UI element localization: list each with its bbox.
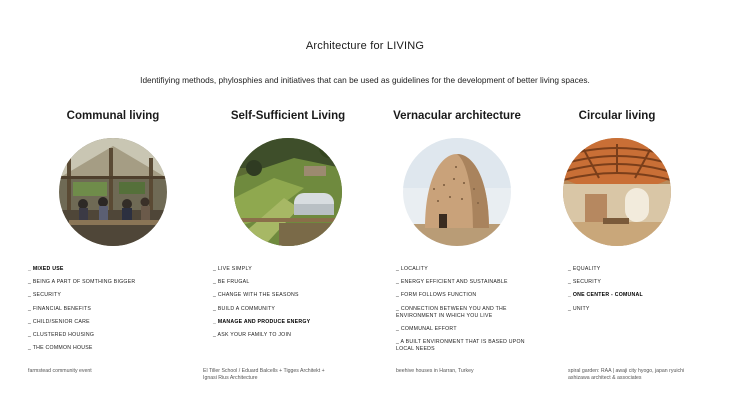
list-item: _ ASK YOUR FAMILY TO JOIN (213, 331, 292, 338)
page-title: Architecture for LIVING (305, 40, 425, 52)
list-item: _ LIVE SIMPLY (213, 266, 252, 272)
image-caption: farmstead community event (28, 368, 92, 374)
column-title: Communal living (66, 110, 160, 122)
column-title: Self-Sufficient Living (230, 110, 346, 122)
page-subtitle: Identifiying methods, phylosphies and initiatives that can be used as guidelines for the development of better living spaces. (140, 75, 590, 85)
communal-living-photo (59, 138, 167, 246)
list-item: _ UNITY (568, 305, 590, 312)
vernacular-architecture-photo (403, 138, 511, 246)
list-item: _ FINANCIAL BENEFITS (28, 305, 92, 312)
list-item: _ LOCALITY (396, 266, 428, 272)
list-item: _ FORM FOLLOWS FUNCTION (396, 292, 477, 299)
circular-living-list (568, 266, 698, 319)
list-item: _ CHANGE WITH THE SEASONS (213, 292, 299, 299)
list-item: _ ENERGY EFFICIENT AND SUSTAINABLE (396, 279, 508, 286)
communal-living-list (28, 266, 198, 358)
list-item: _ MANAGE AND PRODUCE ENERGY (213, 318, 311, 325)
list-item: _ BEING A PART OF SOMTHING BIGGER (28, 279, 136, 286)
column-title: Vernacular architecture (393, 110, 521, 122)
column-circular-living (532, 110, 702, 381)
column-communal-living (28, 110, 198, 374)
column-vernacular-architecture (372, 110, 542, 374)
list-item: _ ONE CENTER - COMUNAL (568, 292, 643, 299)
list-item: _ COMMUNAL EFFORT (396, 325, 457, 332)
list-item: _ CLUSTERED HOUSING (28, 331, 95, 338)
list-item: _ MIXED USE (28, 266, 64, 272)
image-caption: El Tiller School / Eduard Balcells + Tigges Architekt + Ignasi Rius Architecture (203, 368, 325, 381)
list-item: _ BUILD A COMMUNITY (213, 305, 276, 312)
list-item: _ CONNECTION BETWEEN YOU AND THE ENVIRONMENT IN WHICH YOU LIVE (396, 305, 507, 319)
self-sufficient-living-photo (234, 138, 342, 246)
image-caption: beehive houses in Harran, Turkey (396, 368, 474, 374)
column-title: Circular living (578, 110, 656, 122)
list-item: _ A BUILT ENVIRONMENT THAT IS BASED UPON LOCAL NEEDS (396, 338, 525, 352)
list-item: _ SECURITY (568, 279, 602, 286)
column-self-sufficient-living (203, 110, 373, 381)
list-item: _ EQUALITY (568, 266, 601, 272)
list-item: _ SECURITY (28, 292, 62, 299)
self-sufficient-living-list (213, 266, 383, 345)
vernacular-architecture-list (396, 266, 526, 359)
list-item: _ THE COMMON HOUSE (28, 345, 93, 352)
list-item: _ BE FRUGAL (213, 279, 250, 286)
image-caption: spiral garden: RAA | awaji city hyogo, japan ryuichi ashizawa architect & associates (568, 368, 685, 381)
circular-living-photo (563, 138, 671, 246)
list-item: _ CHILD/SENIOR CARE (28, 318, 90, 325)
